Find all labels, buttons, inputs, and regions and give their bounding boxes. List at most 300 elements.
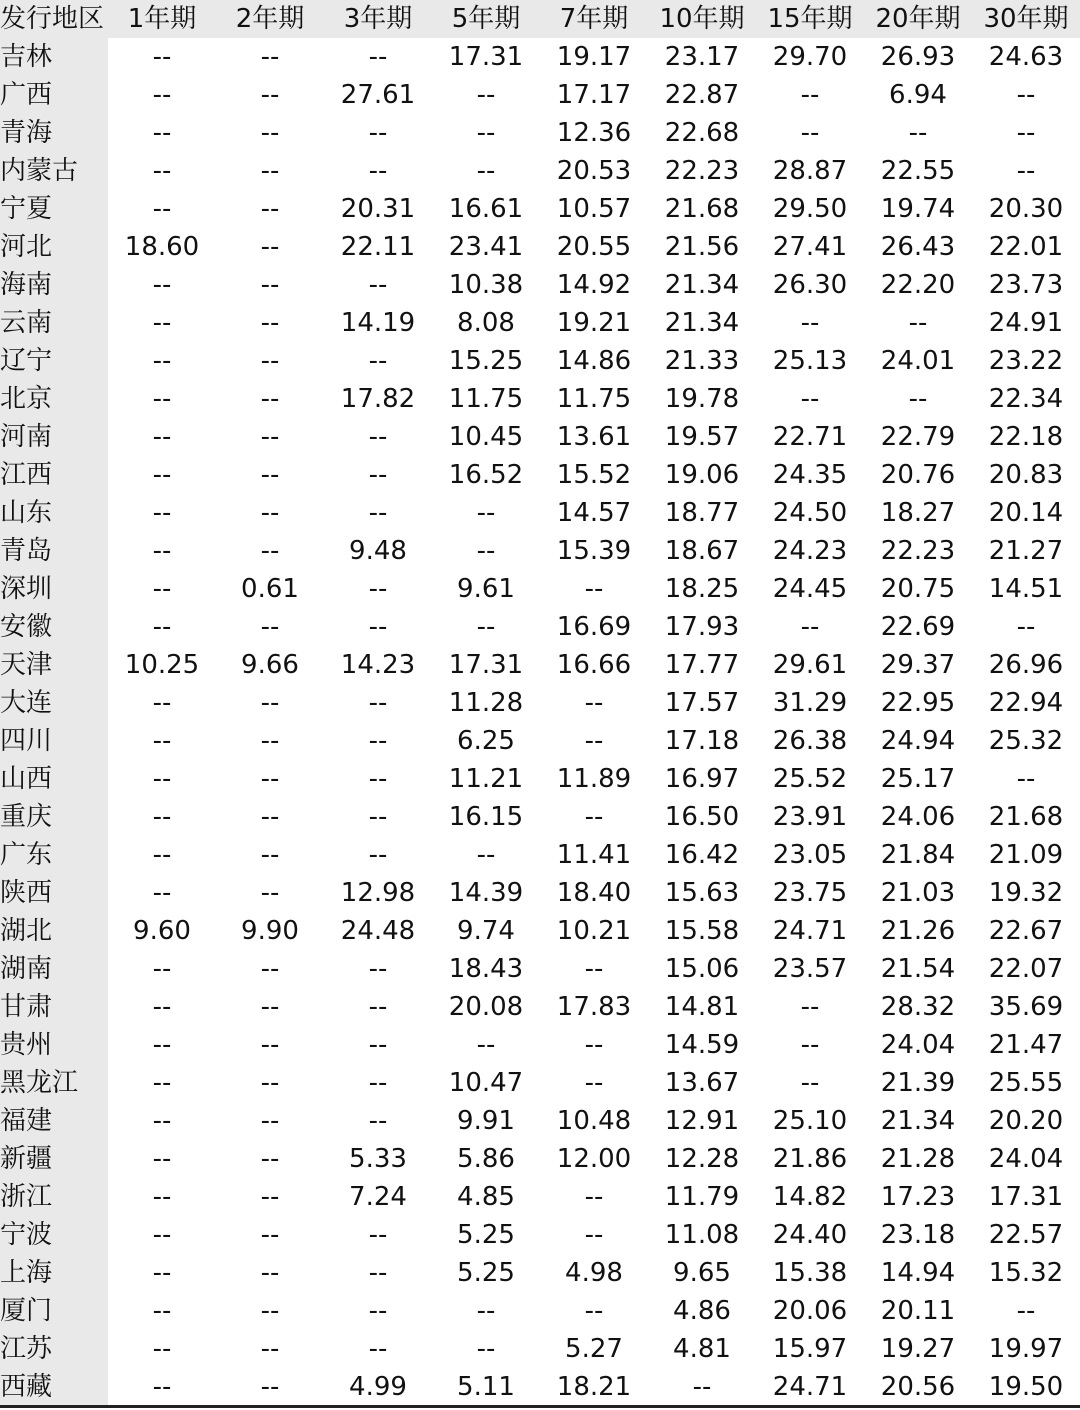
value-cell: --: [260, 384, 280, 414]
value-cell: --: [152, 954, 172, 984]
value-cell: 22.69: [880, 612, 956, 642]
value-cell: --: [152, 156, 172, 186]
value-cell: 22.68: [664, 118, 740, 148]
region-cell: 厦门: [0, 1292, 108, 1330]
value-cell: 18.21: [556, 1372, 632, 1402]
value-cell: --: [260, 1030, 280, 1060]
value-cell: --: [368, 42, 388, 72]
value-cell: 5.33: [349, 1144, 407, 1174]
region-cell: 宁夏: [0, 190, 108, 228]
table-row: [0, 494, 1080, 532]
table-row: [0, 266, 1080, 304]
value-cell: --: [260, 1258, 280, 1288]
table-row: [0, 760, 1080, 798]
value-cell: 23.22: [988, 346, 1064, 376]
value-cell: 18.67: [664, 536, 740, 566]
region-cell: 安徽: [0, 608, 108, 646]
value-cell: --: [476, 1296, 496, 1326]
value-cell: 16.66: [556, 650, 632, 680]
value-cell: --: [152, 688, 172, 718]
column-header-term: 7年期: [540, 0, 648, 38]
region-cell: 新疆: [0, 1140, 108, 1178]
value-cell: 20.30: [988, 194, 1064, 224]
value-cell: 9.65: [673, 1258, 731, 1288]
value-cell: 19.32: [988, 878, 1064, 908]
value-cell: --: [260, 498, 280, 528]
value-cell: 22.34: [988, 384, 1064, 414]
value-cell: --: [152, 726, 172, 756]
value-cell: 23.57: [772, 954, 848, 984]
value-cell: 9.60: [133, 916, 191, 946]
value-cell: 16.69: [556, 612, 632, 642]
region-cell: 重庆: [0, 798, 108, 836]
value-cell: 20.31: [340, 194, 416, 224]
value-cell: 14.57: [556, 498, 632, 528]
value-cell: 25.52: [772, 764, 848, 794]
value-cell: --: [476, 118, 496, 148]
table-row: [0, 304, 1080, 342]
table-row: [0, 342, 1080, 380]
value-cell: --: [260, 156, 280, 186]
table-row: [0, 152, 1080, 190]
value-cell: 19.97: [988, 1334, 1064, 1364]
value-cell: --: [152, 80, 172, 110]
value-cell: 21.28: [880, 1144, 956, 1174]
value-cell: 15.97: [772, 1334, 848, 1364]
value-cell: --: [152, 1334, 172, 1364]
value-cell: 14.39: [448, 878, 524, 908]
column-header-term: 3年期: [324, 0, 432, 38]
value-cell: --: [152, 118, 172, 148]
value-cell: 17.31: [448, 650, 524, 680]
value-cell: 15.38: [772, 1258, 848, 1288]
region-cell: 吉林: [0, 38, 108, 76]
value-cell: --: [260, 232, 280, 262]
value-cell: --: [368, 422, 388, 452]
value-cell: 22.23: [664, 156, 740, 186]
region-cell: 广东: [0, 836, 108, 874]
value-cell: 5.86: [457, 1144, 515, 1174]
value-cell: 20.56: [880, 1372, 956, 1402]
value-cell: 23.75: [772, 878, 848, 908]
value-cell: --: [800, 384, 820, 414]
value-cell: --: [260, 992, 280, 1022]
value-cell: 20.83: [988, 460, 1064, 490]
table-row: [0, 1216, 1080, 1254]
value-cell: --: [152, 878, 172, 908]
value-cell: --: [260, 688, 280, 718]
value-cell: 24.01: [880, 346, 956, 376]
table-row: [0, 456, 1080, 494]
value-cell: 9.91: [457, 1106, 515, 1136]
value-cell: 24.50: [772, 498, 848, 528]
region-cell: 天津: [0, 646, 108, 684]
value-cell: --: [476, 1334, 496, 1364]
value-cell: 17.17: [556, 80, 632, 110]
region-cell: 江苏: [0, 1330, 108, 1368]
value-cell: 24.71: [772, 916, 848, 946]
value-cell: 29.70: [772, 42, 848, 72]
value-cell: 20.53: [556, 156, 632, 186]
value-cell: --: [260, 1372, 280, 1402]
value-cell: 19.27: [880, 1334, 956, 1364]
value-cell: 23.05: [772, 840, 848, 870]
value-cell: --: [368, 954, 388, 984]
value-cell: --: [1016, 612, 1036, 642]
value-cell: --: [260, 726, 280, 756]
value-cell: 5.25: [457, 1220, 515, 1250]
table-row: [0, 912, 1080, 950]
value-cell: --: [476, 498, 496, 528]
table-row: [0, 76, 1080, 114]
value-cell: --: [152, 612, 172, 642]
value-cell: 15.52: [556, 460, 632, 490]
value-cell: 12.36: [556, 118, 632, 148]
value-cell: 17.18: [664, 726, 740, 756]
table-body: [0, 38, 1080, 1406]
value-cell: 29.61: [772, 650, 848, 680]
value-cell: 22.01: [988, 232, 1064, 262]
value-cell: --: [260, 1068, 280, 1098]
table-row: [0, 1292, 1080, 1330]
value-cell: --: [152, 574, 172, 604]
value-cell: --: [800, 612, 820, 642]
value-cell: 15.39: [556, 536, 632, 566]
value-cell: 7.24: [349, 1182, 407, 1212]
value-cell: --: [152, 308, 172, 338]
value-cell: --: [584, 1068, 604, 1098]
table-row: [0, 608, 1080, 646]
value-cell: 23.18: [880, 1220, 956, 1250]
value-cell: 15.25: [448, 346, 524, 376]
value-cell: 23.41: [448, 232, 524, 262]
value-cell: 21.54: [880, 954, 956, 984]
value-cell: 17.23: [880, 1182, 956, 1212]
value-cell: 24.06: [880, 802, 956, 832]
value-cell: 22.87: [664, 80, 740, 110]
value-cell: --: [584, 574, 604, 604]
value-cell: 12.00: [556, 1144, 632, 1174]
value-cell: 11.75: [448, 384, 524, 414]
region-cell: 内蒙古: [0, 152, 108, 190]
value-cell: 22.79: [880, 422, 956, 452]
value-cell: 23.73: [988, 270, 1064, 300]
table-row: [0, 874, 1080, 912]
value-cell: 11.75: [556, 384, 632, 414]
table-row: [0, 38, 1080, 76]
value-cell: 21.27: [988, 536, 1064, 566]
value-cell: 14.94: [880, 1258, 956, 1288]
value-cell: 12.91: [664, 1106, 740, 1136]
value-cell: 21.09: [988, 840, 1064, 870]
value-cell: 28.32: [880, 992, 956, 1022]
value-cell: --: [152, 992, 172, 1022]
value-cell: 25.32: [988, 726, 1064, 756]
value-cell: 26.38: [772, 726, 848, 756]
value-cell: 18.43: [448, 954, 524, 984]
value-cell: 18.27: [880, 498, 956, 528]
value-cell: --: [260, 346, 280, 376]
value-cell: 19.06: [664, 460, 740, 490]
value-cell: --: [584, 954, 604, 984]
value-cell: --: [152, 1220, 172, 1250]
value-cell: 4.81: [673, 1334, 731, 1364]
value-cell: --: [692, 1372, 712, 1402]
value-cell: 27.61: [340, 80, 416, 110]
value-cell: 23.17: [664, 42, 740, 72]
region-cell: 青海: [0, 114, 108, 152]
value-cell: --: [800, 1030, 820, 1060]
value-cell: 17.31: [448, 42, 524, 72]
region-cell: 甘肃: [0, 988, 108, 1026]
value-cell: --: [260, 422, 280, 452]
value-cell: 20.75: [880, 574, 956, 604]
value-cell: 10.38: [448, 270, 524, 300]
value-cell: --: [368, 612, 388, 642]
value-cell: --: [908, 384, 928, 414]
value-cell: 0.61: [241, 574, 299, 604]
value-cell: --: [908, 118, 928, 148]
region-cell: 河南: [0, 418, 108, 456]
table-row: [0, 1064, 1080, 1102]
value-cell: 15.58: [664, 916, 740, 946]
value-cell: 20.76: [880, 460, 956, 490]
value-cell: 16.15: [448, 802, 524, 832]
region-cell: 宁波: [0, 1216, 108, 1254]
value-cell: 17.57: [664, 688, 740, 718]
value-cell: --: [908, 308, 928, 338]
value-cell: --: [584, 1296, 604, 1326]
value-cell: 14.51: [988, 574, 1064, 604]
value-cell: 24.71: [772, 1372, 848, 1402]
value-cell: --: [476, 80, 496, 110]
value-cell: 17.82: [340, 384, 416, 414]
value-cell: 8.08: [457, 308, 515, 338]
value-cell: 26.96: [988, 650, 1064, 680]
table-row: [0, 532, 1080, 570]
value-cell: 21.33: [664, 346, 740, 376]
value-cell: --: [584, 1182, 604, 1212]
value-cell: --: [368, 840, 388, 870]
value-cell: 9.74: [457, 916, 515, 946]
region-cell: 山西: [0, 760, 108, 798]
value-cell: 15.63: [664, 878, 740, 908]
value-cell: 17.31: [988, 1182, 1064, 1212]
value-cell: 14.92: [556, 270, 632, 300]
value-cell: --: [152, 1296, 172, 1326]
value-cell: --: [260, 1182, 280, 1212]
value-cell: 4.85: [457, 1182, 515, 1212]
region-cell: 湖南: [0, 950, 108, 988]
value-cell: 24.04: [988, 1144, 1064, 1174]
value-cell: --: [260, 194, 280, 224]
value-cell: 17.83: [556, 992, 632, 1022]
region-cell: 海南: [0, 266, 108, 304]
value-cell: --: [260, 270, 280, 300]
region-cell: 青岛: [0, 532, 108, 570]
table-row: [0, 950, 1080, 988]
value-cell: --: [152, 460, 172, 490]
value-cell: --: [260, 1296, 280, 1326]
value-cell: --: [260, 536, 280, 566]
region-cell: 北京: [0, 380, 108, 418]
value-cell: --: [152, 1182, 172, 1212]
table-row: [0, 570, 1080, 608]
region-cell: 山东: [0, 494, 108, 532]
value-cell: 22.11: [340, 232, 416, 262]
value-cell: 26.43: [880, 232, 956, 262]
value-cell: 9.90: [241, 916, 299, 946]
value-cell: 19.57: [664, 422, 740, 452]
value-cell: --: [1016, 118, 1036, 148]
value-cell: 21.39: [880, 1068, 956, 1098]
value-cell: 22.94: [988, 688, 1064, 718]
value-cell: --: [260, 460, 280, 490]
value-cell: 20.55: [556, 232, 632, 262]
value-cell: 25.10: [772, 1106, 848, 1136]
value-cell: 5.25: [457, 1258, 515, 1288]
value-cell: 21.34: [664, 308, 740, 338]
value-cell: --: [368, 1296, 388, 1326]
value-cell: 18.77: [664, 498, 740, 528]
value-cell: --: [476, 1030, 496, 1060]
value-cell: 4.86: [673, 1296, 731, 1326]
value-cell: 22.23: [880, 536, 956, 566]
value-cell: --: [260, 840, 280, 870]
value-cell: --: [260, 878, 280, 908]
value-cell: --: [152, 802, 172, 832]
value-cell: --: [368, 688, 388, 718]
value-cell: --: [1016, 80, 1036, 110]
value-cell: 29.37: [880, 650, 956, 680]
table-row: [0, 1102, 1080, 1140]
column-header-term: 10年期: [648, 0, 756, 38]
value-cell: 9.48: [349, 536, 407, 566]
value-cell: --: [368, 118, 388, 148]
value-cell: 17.93: [664, 612, 740, 642]
column-header-term: 2年期: [216, 0, 324, 38]
value-cell: 11.41: [556, 840, 632, 870]
value-cell: --: [584, 688, 604, 718]
value-cell: --: [800, 1068, 820, 1098]
table-row: [0, 1026, 1080, 1064]
value-cell: 16.52: [448, 460, 524, 490]
region-cell: 大连: [0, 684, 108, 722]
value-cell: --: [584, 1030, 604, 1060]
header-row: [0, 0, 1080, 38]
table-row: [0, 1368, 1080, 1406]
value-cell: --: [260, 1334, 280, 1364]
value-cell: 10.57: [556, 194, 632, 224]
value-cell: 9.61: [457, 574, 515, 604]
region-cell: 深圳: [0, 570, 108, 608]
value-cell: --: [368, 1220, 388, 1250]
value-cell: --: [152, 384, 172, 414]
value-cell: --: [260, 1144, 280, 1174]
column-header-term: 15年期: [756, 0, 864, 38]
value-cell: --: [152, 194, 172, 224]
value-cell: --: [152, 1144, 172, 1174]
value-cell: 16.42: [664, 840, 740, 870]
value-cell: --: [368, 726, 388, 756]
region-cell: 四川: [0, 722, 108, 760]
region-cell: 广西: [0, 76, 108, 114]
value-cell: 11.21: [448, 764, 524, 794]
value-cell: 25.13: [772, 346, 848, 376]
value-cell: 19.74: [880, 194, 956, 224]
value-cell: 11.08: [664, 1220, 740, 1250]
value-cell: 21.84: [880, 840, 956, 870]
value-cell: --: [476, 840, 496, 870]
value-cell: 4.98: [565, 1258, 623, 1288]
value-cell: 10.45: [448, 422, 524, 452]
value-cell: --: [152, 1068, 172, 1098]
region-cell: 贵州: [0, 1026, 108, 1064]
value-cell: --: [1016, 1296, 1036, 1326]
value-cell: --: [260, 954, 280, 984]
region-cell: 浙江: [0, 1178, 108, 1216]
value-cell: 35.69: [988, 992, 1064, 1022]
value-cell: 5.27: [565, 1334, 623, 1364]
value-cell: --: [584, 1220, 604, 1250]
region-cell: 江西: [0, 456, 108, 494]
value-cell: 24.94: [880, 726, 956, 756]
value-cell: 21.56: [664, 232, 740, 262]
value-cell: --: [260, 764, 280, 794]
table-row: [0, 418, 1080, 456]
value-cell: 20.06: [772, 1296, 848, 1326]
value-cell: 19.21: [556, 308, 632, 338]
value-cell: 21.68: [988, 802, 1064, 832]
value-cell: 20.08: [448, 992, 524, 1022]
region-cell: 黑龙江: [0, 1064, 108, 1102]
bottom-border: [0, 1405, 1080, 1408]
value-cell: --: [476, 156, 496, 186]
value-cell: 18.60: [124, 232, 200, 262]
column-header-term: 1年期: [108, 0, 216, 38]
value-cell: 19.78: [664, 384, 740, 414]
table-row: [0, 1140, 1080, 1178]
value-cell: 24.63: [988, 42, 1064, 72]
value-cell: 22.67: [988, 916, 1064, 946]
value-cell: 24.04: [880, 1030, 956, 1060]
value-cell: 29.50: [772, 194, 848, 224]
value-cell: --: [152, 1030, 172, 1060]
value-cell: --: [584, 726, 604, 756]
region-cell: 河北: [0, 228, 108, 266]
table-row: [0, 190, 1080, 228]
value-cell: --: [152, 764, 172, 794]
value-cell: --: [260, 42, 280, 72]
value-cell: 24.45: [772, 574, 848, 604]
value-cell: 22.20: [880, 270, 956, 300]
value-cell: 11.89: [556, 764, 632, 794]
value-cell: --: [152, 1106, 172, 1136]
value-cell: --: [368, 1030, 388, 1060]
value-cell: 24.91: [988, 308, 1064, 338]
value-cell: 20.11: [880, 1296, 956, 1326]
value-cell: --: [368, 1334, 388, 1364]
value-cell: 21.34: [880, 1106, 956, 1136]
value-cell: 18.25: [664, 574, 740, 604]
value-cell: --: [152, 346, 172, 376]
value-cell: 25.17: [880, 764, 956, 794]
value-cell: --: [800, 118, 820, 148]
value-cell: --: [368, 460, 388, 490]
value-cell: 10.25: [124, 650, 200, 680]
value-cell: 14.81: [664, 992, 740, 1022]
value-cell: 14.19: [340, 308, 416, 338]
